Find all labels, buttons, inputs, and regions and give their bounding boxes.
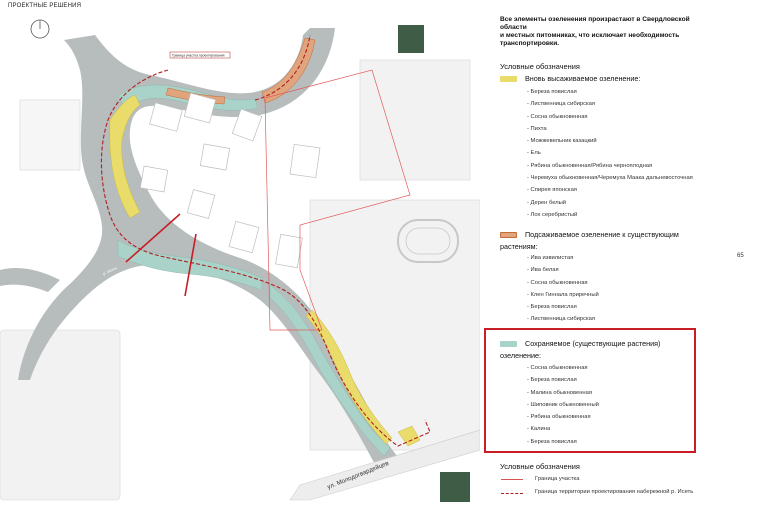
list-item: - Ива белая xyxy=(527,267,559,274)
preserved-label: Сохраняемое (существующие растения) xyxy=(525,339,661,348)
page-number: 65 xyxy=(737,253,744,259)
street-label: ул. Молодогвардейцев xyxy=(326,459,390,491)
list-item: - Сосна обыкновенная xyxy=(527,365,588,371)
list-item: - Лох серебристый xyxy=(527,211,578,218)
new-planting-swatch xyxy=(500,76,517,82)
preserved-label-cont: озеленение: xyxy=(500,351,542,360)
list-item: - Береза повислая xyxy=(527,304,577,311)
list-item: - Пихта xyxy=(527,125,547,132)
list-item: - Ель xyxy=(527,150,541,157)
site-map xyxy=(0,12,480,509)
river-label: р. Исеть xyxy=(101,265,118,277)
list-item: - Сосна обыкновенная xyxy=(527,279,588,286)
supplementary-planting-label-cont: растениям: xyxy=(500,242,538,251)
list-item: - Рябина обыкновенная/Рябина черноплодная xyxy=(527,162,653,169)
page-header: ПРОЕКТНЫЕ РЕШЕНИЯ xyxy=(8,3,82,9)
list-item: - Ива извилистая xyxy=(527,255,574,261)
list-item: - Калина xyxy=(527,426,551,433)
supplementary-planting-swatch xyxy=(500,232,517,238)
list-item: - Можжевельник казацкий xyxy=(527,138,597,145)
list-item: - Береза повислая xyxy=(527,438,577,445)
site-boundary-label: Граница участка xyxy=(535,476,580,482)
new-planting-label: Вновь высаживаемое озеленение: xyxy=(525,74,641,83)
new-planting-list xyxy=(527,86,693,221)
list-item: - Береза повислая xyxy=(527,377,577,384)
list-item: - Малина обыкновенная xyxy=(527,389,592,396)
site-boundary-line-icon xyxy=(501,479,523,480)
list-item: - Спирея японская xyxy=(527,187,577,194)
list-item: - Лиственница сибирская xyxy=(527,316,596,323)
note-text: Все элементы озеленения произрастают в Свердловской области и местных питомниках, что исключает необходимость транспортировки. xyxy=(500,16,690,47)
list-item: - Дерен белый xyxy=(527,199,567,206)
list-item: - Шиповник обыкновенный xyxy=(527,401,599,408)
embankment-boundary-line-icon xyxy=(501,493,523,494)
list-item: - Сосна обыкновенная xyxy=(527,113,588,120)
preserved-swatch xyxy=(500,341,517,347)
boundary-label: Граница участка проектирования xyxy=(172,53,225,58)
list-item: - Береза повислая xyxy=(527,89,577,95)
lines-legend-title: Условные обозначения xyxy=(500,462,580,471)
supplementary-planting-label: Подсаживаемое озеленение к существующим xyxy=(525,230,679,239)
preserved-list xyxy=(527,362,599,448)
supplementary-planting-list xyxy=(527,252,599,326)
list-item: - Рябина обыкновенная xyxy=(527,414,591,421)
list-item: - Черемуха обыкновенная/Черемуха Маака дальневосточная xyxy=(527,175,693,182)
embankment-boundary-label: Граница территории проектирования набережной р. Исеть xyxy=(535,489,694,495)
list-item: - Клен Гиннала приречный xyxy=(527,291,599,298)
list-item: - Лиственница сибирская xyxy=(527,101,596,108)
legend-title: Условные обозначения xyxy=(500,62,580,71)
